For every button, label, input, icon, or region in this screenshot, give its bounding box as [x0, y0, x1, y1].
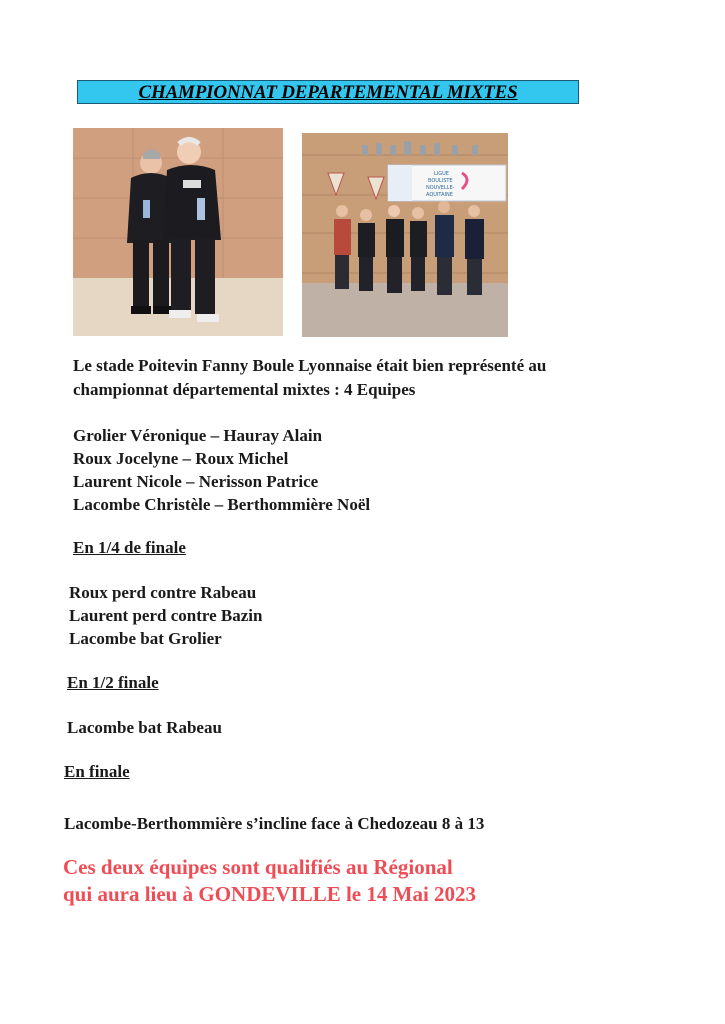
banner-text-2: BOULISTE — [428, 178, 453, 184]
intro-line-1: Le stade Poitevin Fanny Boule Lyonnaise était bien représenté au — [73, 356, 547, 375]
team-1: Grolier Véronique – Hauray Alain — [73, 426, 323, 445]
quarter-result-3: Lacombe bat Grolier — [69, 629, 222, 648]
semi-final-heading: En 1/2 finale — [67, 673, 159, 692]
photo-duo-winners — [73, 128, 283, 336]
team-2: Roux Jocelyne – Roux Michel — [73, 449, 289, 468]
page-title: CHAMPIONNAT DEPARTEMENTAL MIXTES — [138, 82, 518, 103]
qualified-line-2: qui aura lieu à GONDEVILLE le 14 Mai 2023 — [63, 882, 477, 906]
banner-text-4: AQUITAINE — [426, 192, 453, 198]
quarter-final-heading: En 1/4 de finale — [73, 538, 186, 557]
banner-text-3: NOUVELLE- — [426, 185, 455, 191]
quarter-result-1: Roux perd contre Rabeau — [69, 583, 257, 602]
team-4: Lacombe Christèle – Berthommière Noël — [73, 495, 371, 514]
final-heading: En finale — [64, 762, 130, 781]
title-banner — [77, 80, 579, 104]
qualified-line-1: Ces deux équipes sont qualifiés au Régional — [63, 855, 453, 879]
intro-line-2: championnat départemental mixtes : 4 Equipes — [73, 380, 416, 399]
banner-text-1: LIGUE — [434, 171, 449, 177]
semi-result-1: Lacombe bat Rabeau — [67, 718, 222, 737]
quarter-result-2: Laurent perd contre Bazin — [69, 606, 263, 625]
final-result-1: Lacombe-Berthommière s’incline face à Chedozeau 8 à 13 — [64, 814, 485, 833]
photo-group-teams — [302, 133, 508, 337]
team-3: Laurent Nicole – Nerisson Patrice — [73, 472, 319, 491]
